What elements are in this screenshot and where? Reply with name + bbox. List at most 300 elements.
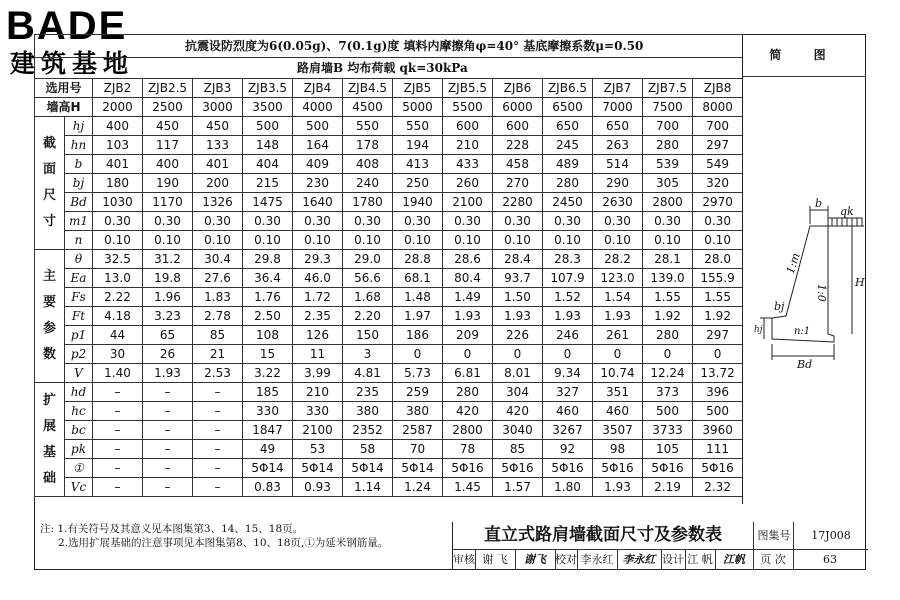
review-label: 审核: [453, 549, 476, 570]
reviewer-signature: 谢飞: [515, 549, 556, 570]
value-cell: 107.9: [543, 269, 593, 288]
value-cell: 2352: [343, 421, 393, 440]
wall-section-diagram: [752, 196, 866, 372]
value-cell: 30.4: [193, 250, 243, 269]
value-cell: 1.54: [593, 288, 643, 307]
value-cell: –: [193, 478, 243, 497]
value-cell: 1.93: [443, 307, 493, 326]
value-cell: 92: [543, 440, 593, 459]
value-cell: 600: [443, 117, 493, 136]
value-cell: 5Φ16: [543, 459, 593, 478]
label-hj: hj: [754, 325, 763, 335]
height-cell: 3500: [243, 98, 293, 117]
value-cell: 401: [193, 155, 243, 174]
model-cell: ZJB8: [693, 79, 743, 98]
value-cell: 53: [293, 440, 343, 459]
value-cell: 5Φ14: [393, 459, 443, 478]
value-cell: 1847: [243, 421, 293, 440]
value-cell: 164: [293, 136, 343, 155]
label-n: n:1: [794, 326, 811, 337]
group-label: 扩 展 基 础: [35, 383, 65, 497]
value-cell: 209: [443, 326, 493, 345]
height-cell: 6000: [493, 98, 543, 117]
value-cell: 2.19: [643, 478, 693, 497]
value-cell: –: [93, 440, 143, 459]
model-cell: ZJB7.5: [643, 79, 693, 98]
value-cell: 5Φ14: [243, 459, 293, 478]
value-cell: 85: [493, 440, 543, 459]
model-cell: ZJB4.5: [343, 79, 393, 98]
value-cell: 0.10: [93, 231, 143, 250]
value-cell: 0.10: [643, 231, 693, 250]
value-cell: 420: [443, 402, 493, 421]
parameter-table: [34, 34, 743, 497]
value-cell: 68.1: [393, 269, 443, 288]
value-cell: 261: [593, 326, 643, 345]
value-cell: 2100: [443, 193, 493, 212]
value-cell: 500: [293, 117, 343, 136]
table-row: [35, 193, 743, 212]
symbol-cell: n: [65, 231, 93, 250]
value-cell: 450: [143, 117, 193, 136]
symbol-cell: p1: [65, 326, 93, 345]
value-cell: 58: [343, 440, 393, 459]
value-cell: 600: [493, 117, 543, 136]
value-cell: 29.0: [343, 250, 393, 269]
logo-text-en: BADE: [6, 4, 128, 48]
value-cell: 139.0: [643, 269, 693, 288]
symbol-cell: bc: [65, 421, 93, 440]
value-cell: 549: [693, 155, 743, 174]
value-cell: 13.0: [93, 269, 143, 288]
value-cell: –: [193, 421, 243, 440]
value-cell: 12.24: [643, 364, 693, 383]
value-cell: 5.73: [393, 364, 443, 383]
value-cell: 330: [293, 402, 343, 421]
value-cell: 215: [243, 174, 293, 193]
value-cell: 3.23: [143, 307, 193, 326]
value-cell: 500: [243, 117, 293, 136]
value-cell: –: [93, 383, 143, 402]
height-cell: 7000: [593, 98, 643, 117]
header-line-1: 抗震设防烈度为6(0.05g)、7(0.1g)度 填料内摩擦角φ=40° 基底摩擦系数μ=0.50: [35, 35, 743, 58]
value-cell: 126: [293, 326, 343, 345]
table-row: [35, 174, 743, 193]
model-cell: ZJB2.5: [143, 79, 193, 98]
value-cell: 0.10: [543, 231, 593, 250]
model-cell: ZJB6.5: [543, 79, 593, 98]
value-cell: 539: [643, 155, 693, 174]
value-cell: 263: [593, 136, 643, 155]
value-cell: 290: [593, 174, 643, 193]
model-cell: ZJB3.5: [243, 79, 293, 98]
value-cell: 111: [693, 440, 743, 459]
label-Bd: Bd: [797, 358, 813, 371]
value-cell: 3733: [643, 421, 693, 440]
height-cell: 5000: [393, 98, 443, 117]
value-cell: 194: [393, 136, 443, 155]
height-label: 墙高H: [35, 98, 93, 117]
value-cell: 260: [443, 174, 493, 193]
value-cell: 123.0: [593, 269, 643, 288]
value-cell: 2800: [643, 193, 693, 212]
value-cell: 2.22: [93, 288, 143, 307]
value-cell: 1.57: [493, 478, 543, 497]
value-cell: 404: [243, 155, 293, 174]
value-cell: 1.50: [493, 288, 543, 307]
label-ratio: 1:0: [815, 284, 828, 302]
table-row: [35, 155, 743, 174]
table-row: [35, 421, 743, 440]
value-cell: 44: [93, 326, 143, 345]
value-cell: –: [193, 440, 243, 459]
height-cell: 2000: [93, 98, 143, 117]
value-cell: 380: [393, 402, 443, 421]
symbol-cell: hj: [65, 117, 93, 136]
value-cell: 28.4: [493, 250, 543, 269]
value-cell: 514: [593, 155, 643, 174]
value-cell: 1780: [343, 193, 393, 212]
value-cell: 15: [243, 345, 293, 364]
value-cell: –: [143, 459, 193, 478]
value-cell: 2970: [693, 193, 743, 212]
value-cell: 3: [343, 345, 393, 364]
value-cell: 1640: [293, 193, 343, 212]
value-cell: 1.92: [693, 307, 743, 326]
logo-text-cn: 建筑基地: [10, 49, 135, 78]
value-cell: 30: [93, 345, 143, 364]
model-cell: ZJB2: [93, 79, 143, 98]
value-cell: 226: [493, 326, 543, 345]
value-cell: 1.49: [443, 288, 493, 307]
value-cell: 185: [243, 383, 293, 402]
model-cell: ZJB4: [293, 79, 343, 98]
table-row: [35, 459, 743, 478]
value-cell: 2.78: [193, 307, 243, 326]
value-cell: 500: [693, 402, 743, 421]
value-cell: 1940: [393, 193, 443, 212]
symbol-cell: Ft: [65, 307, 93, 326]
value-cell: 1326: [193, 193, 243, 212]
value-cell: 0.10: [493, 231, 543, 250]
value-cell: 210: [293, 383, 343, 402]
value-cell: 0.83: [243, 478, 293, 497]
value-cell: 26: [143, 345, 193, 364]
value-cell: 1.72: [293, 288, 343, 307]
value-cell: 0: [393, 345, 443, 364]
table-row: [35, 326, 743, 345]
value-cell: 21: [193, 345, 243, 364]
value-cell: 0.30: [493, 212, 543, 231]
table-row: [35, 383, 743, 402]
value-cell: 245: [543, 136, 593, 155]
symbol-cell: Fs: [65, 288, 93, 307]
height-cell: 7500: [643, 98, 693, 117]
value-cell: 550: [393, 117, 443, 136]
table-row: [35, 136, 743, 155]
value-cell: –: [193, 459, 243, 478]
value-cell: 0.10: [593, 231, 643, 250]
value-cell: 65: [143, 326, 193, 345]
value-cell: 117: [143, 136, 193, 155]
value-cell: 28.0: [693, 250, 743, 269]
value-cell: 351: [593, 383, 643, 402]
height-row: [35, 98, 743, 117]
symbol-cell: ①: [65, 459, 93, 478]
symbol-cell: hc: [65, 402, 93, 421]
value-cell: 458: [493, 155, 543, 174]
header-line-2: 路肩墙B 均布荷载 qk=30kPa: [35, 58, 743, 79]
value-cell: 0.30: [343, 212, 393, 231]
diagram-title: 简 图: [743, 34, 866, 77]
model-row: [35, 79, 743, 98]
value-cell: 5Φ14: [343, 459, 393, 478]
value-cell: 5Φ16: [593, 459, 643, 478]
table-row: [35, 250, 743, 269]
value-cell: 327: [543, 383, 593, 402]
checker-signature: 李永红: [617, 549, 662, 570]
value-cell: 0: [693, 345, 743, 364]
value-cell: 320: [693, 174, 743, 193]
value-cell: 210: [443, 136, 493, 155]
value-cell: 56.6: [343, 269, 393, 288]
value-cell: 0.30: [143, 212, 193, 231]
value-cell: 650: [593, 117, 643, 136]
value-cell: 0.30: [93, 212, 143, 231]
label-slope: 1:m: [783, 251, 803, 276]
value-cell: 0.30: [193, 212, 243, 231]
value-cell: –: [193, 402, 243, 421]
value-cell: 420: [493, 402, 543, 421]
value-cell: 2.53: [193, 364, 243, 383]
value-cell: –: [93, 402, 143, 421]
value-cell: 2630: [593, 193, 643, 212]
table-row: [35, 117, 743, 136]
value-cell: 178: [343, 136, 393, 155]
value-cell: 0: [643, 345, 693, 364]
value-cell: 0.30: [243, 212, 293, 231]
value-cell: 413: [393, 155, 443, 174]
symbol-cell: Ea: [65, 269, 93, 288]
value-cell: 500: [643, 402, 693, 421]
value-cell: 10.74: [593, 364, 643, 383]
value-cell: 450: [193, 117, 243, 136]
drawing-title: 直立式路肩墙截面尺寸及参数表: [453, 522, 754, 550]
height-cell: 8000: [693, 98, 743, 117]
table-row: [35, 478, 743, 497]
height-cell: 4000: [293, 98, 343, 117]
value-cell: 1.24: [393, 478, 443, 497]
value-cell: 400: [143, 155, 193, 174]
value-cell: 409: [293, 155, 343, 174]
value-cell: –: [143, 402, 193, 421]
value-cell: 330: [243, 402, 293, 421]
table-row: [35, 288, 743, 307]
value-cell: 0: [443, 345, 493, 364]
value-cell: 1.93: [593, 307, 643, 326]
symbol-cell: pk: [65, 440, 93, 459]
value-cell: 2587: [393, 421, 443, 440]
value-cell: 2280: [493, 193, 543, 212]
value-cell: –: [93, 478, 143, 497]
value-cell: 0.30: [293, 212, 343, 231]
value-cell: 150: [343, 326, 393, 345]
title-block: [452, 522, 866, 570]
value-cell: 297: [693, 326, 743, 345]
value-cell: 2.35: [293, 307, 343, 326]
value-cell: 4.81: [343, 364, 393, 383]
group-label: 主 要 参 数: [35, 250, 65, 383]
value-cell: 297: [693, 136, 743, 155]
value-cell: 1.45: [443, 478, 493, 497]
value-cell: 0.10: [443, 231, 493, 250]
value-cell: 3507: [593, 421, 643, 440]
value-cell: 0.10: [243, 231, 293, 250]
value-cell: 380: [343, 402, 393, 421]
note-2: 2.选用扩展基础的注意事项见本图集第8、10、18页,①为延米钢筋量。: [58, 537, 389, 549]
table-row: [35, 307, 743, 326]
value-cell: 5Φ16: [493, 459, 543, 478]
value-cell: 2450: [543, 193, 593, 212]
value-cell: 11: [293, 345, 343, 364]
table-row: [35, 212, 743, 231]
value-cell: 246: [543, 326, 593, 345]
value-cell: 103: [93, 136, 143, 155]
value-cell: 0.30: [543, 212, 593, 231]
value-cell: 1.80: [543, 478, 593, 497]
page-label: 页 次: [753, 549, 794, 570]
value-cell: 270: [493, 174, 543, 193]
value-cell: 0.10: [143, 231, 193, 250]
value-cell: 4.18: [93, 307, 143, 326]
value-cell: 93.7: [493, 269, 543, 288]
value-cell: 0.10: [393, 231, 443, 250]
value-cell: 400: [93, 117, 143, 136]
value-cell: 190: [143, 174, 193, 193]
value-cell: 235: [343, 383, 393, 402]
value-cell: 230: [293, 174, 343, 193]
value-cell: 70: [393, 440, 443, 459]
value-cell: 401: [93, 155, 143, 174]
value-cell: 240: [343, 174, 393, 193]
value-cell: –: [93, 459, 143, 478]
value-cell: 280: [543, 174, 593, 193]
value-cell: 13.72: [693, 364, 743, 383]
value-cell: 27.6: [193, 269, 243, 288]
value-cell: 0.10: [343, 231, 393, 250]
value-cell: 1.83: [193, 288, 243, 307]
value-cell: 1.48: [393, 288, 443, 307]
height-cell: 5500: [443, 98, 493, 117]
atlas-label: 图集号: [753, 522, 794, 550]
height-cell: 2500: [143, 98, 193, 117]
value-cell: –: [143, 478, 193, 497]
value-cell: 49: [243, 440, 293, 459]
value-cell: 0.30: [643, 212, 693, 231]
value-cell: 304: [493, 383, 543, 402]
value-cell: 28.3: [543, 250, 593, 269]
value-cell: 1.52: [543, 288, 593, 307]
value-cell: 148: [243, 136, 293, 155]
reviewer-name: 谢 飞: [475, 549, 516, 570]
value-cell: 2800: [443, 421, 493, 440]
value-cell: 259: [393, 383, 443, 402]
checker-name: 李永红: [577, 549, 618, 570]
value-cell: 28.2: [593, 250, 643, 269]
check-label: 校对: [555, 549, 578, 570]
value-cell: 1.97: [393, 307, 443, 326]
value-cell: 1.68: [343, 288, 393, 307]
value-cell: 2.50: [243, 307, 293, 326]
value-cell: 8.01: [493, 364, 543, 383]
label-qk: qk: [840, 205, 854, 218]
value-cell: 489: [543, 155, 593, 174]
value-cell: 550: [343, 117, 393, 136]
value-cell: 9.34: [543, 364, 593, 383]
value-cell: 396: [693, 383, 743, 402]
value-cell: 5Φ16: [443, 459, 493, 478]
value-cell: 0: [593, 345, 643, 364]
value-cell: 1.55: [693, 288, 743, 307]
value-cell: 3.99: [293, 364, 343, 383]
value-cell: 1.93: [543, 307, 593, 326]
value-cell: 1.96: [143, 288, 193, 307]
value-cell: 700: [643, 117, 693, 136]
symbol-cell: m1: [65, 212, 93, 231]
value-cell: 408: [343, 155, 393, 174]
value-cell: 3040: [493, 421, 543, 440]
value-cell: 2.32: [693, 478, 743, 497]
value-cell: 31.2: [143, 250, 193, 269]
value-cell: 1475: [243, 193, 293, 212]
height-cell: 3000: [193, 98, 243, 117]
value-cell: 0.30: [443, 212, 493, 231]
value-cell: –: [143, 383, 193, 402]
value-cell: 78: [443, 440, 493, 459]
value-cell: 105: [643, 440, 693, 459]
symbol-cell: bj: [65, 174, 93, 193]
designer-name: 江 帆: [685, 549, 716, 570]
value-cell: 0: [493, 345, 543, 364]
value-cell: 280: [643, 326, 693, 345]
value-cell: 1.55: [643, 288, 693, 307]
symbol-cell: V: [65, 364, 93, 383]
value-cell: 85: [193, 326, 243, 345]
value-cell: 28.1: [643, 250, 693, 269]
atlas-number: 17J008: [793, 522, 868, 550]
value-cell: 2.20: [343, 307, 393, 326]
value-cell: 0.30: [393, 212, 443, 231]
height-cell: 6500: [543, 98, 593, 117]
value-cell: 0.10: [293, 231, 343, 250]
value-cell: 2100: [293, 421, 343, 440]
symbol-cell: Bd: [65, 193, 93, 212]
value-cell: 280: [443, 383, 493, 402]
symbol-cell: hd: [65, 383, 93, 402]
model-cell: ZJB3: [193, 79, 243, 98]
value-cell: 6.81: [443, 364, 493, 383]
value-cell: 19.8: [143, 269, 193, 288]
design-label: 设计: [661, 549, 686, 570]
page-number: 63: [823, 553, 837, 566]
note-1: 注: 1.有关符号及其意义见本图集第3、14、15、18页。: [40, 523, 304, 535]
value-cell: 5Φ14: [293, 459, 343, 478]
label-bj: bj: [774, 300, 785, 313]
value-cell: 0: [543, 345, 593, 364]
value-cell: 3.22: [243, 364, 293, 383]
value-cell: 460: [543, 402, 593, 421]
value-cell: 460: [593, 402, 643, 421]
